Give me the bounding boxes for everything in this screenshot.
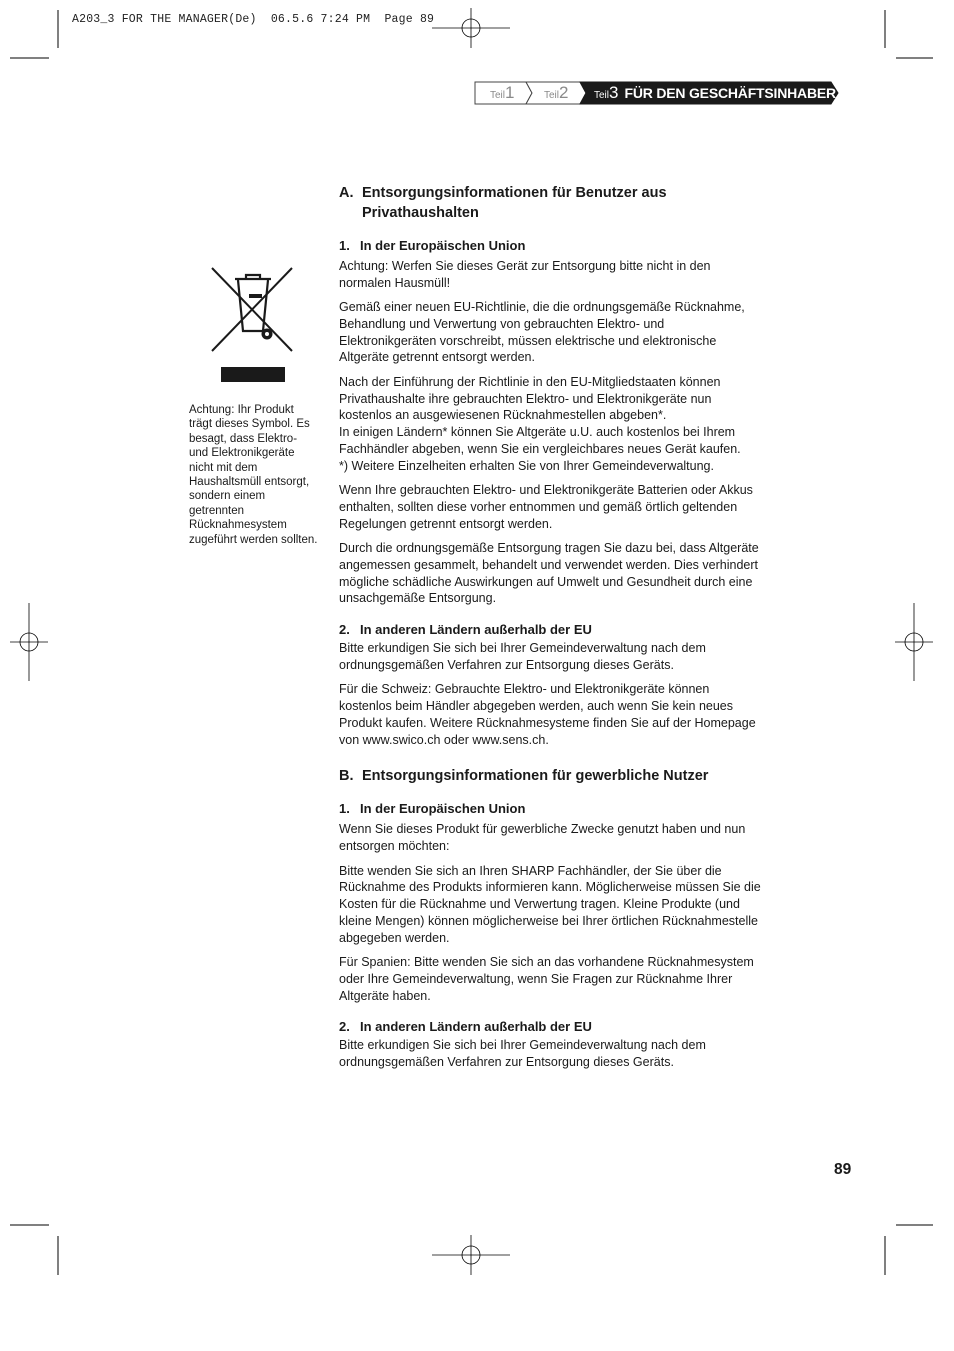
crossed-out-wheelie-bin-icon <box>208 265 298 355</box>
paragraph: Bitte erkundigen Sie sich bei Ihrer Gemeindeverwaltung nach dem ordnungsgemäßen Verfahren zur Entsorgung dieses Geräts. <box>339 1038 706 1070</box>
paragraph: Für die Schweiz: Gebrauchte Elektro- und Elektronikgeräte können kostenlos beim Händler abgegeben werden, auch wenn Sie kein neues Produkt kaufen. Weitere Rücknahmesysteme finden Sie auf der Homepage von www.swico.ch oder www.sens.ch. <box>339 682 756 747</box>
registration-mark-right <box>895 603 933 681</box>
tab-teil-1: Teil1 <box>490 83 515 102</box>
tab-teil-2: Teil2 <box>544 83 569 102</box>
paragraph: Wenn Sie dieses Produkt für gewerbliche Zwecke genutzt haben und nun entsorgen möchten: <box>339 822 746 854</box>
registration-mark-bottom <box>432 1235 510 1275</box>
footnote: *) Weitere Einzelheiten erhalten Sie von Ihrer Gemeindeverwaltung. <box>339 458 714 473</box>
registration-mark-top <box>432 8 510 48</box>
main-content <box>339 183 764 1071</box>
registration-mark-left <box>10 603 48 681</box>
section-b-sub1-heading: 1. In der Europäischen Union <box>339 801 526 817</box>
paragraph: Achtung: Werfen Sie dieses Gerät zur Entsorgung bitte nicht in den normalen Hausmüll! <box>339 259 711 290</box>
weee-black-bar <box>221 367 285 382</box>
paragraph: Durch die ordnungsgemäße Entsorgung tragen Sie dazu bei, dass Altgeräte angemessen gesammelt, behandelt und verwendet werden. Dies verhindert mögliche schädliche Auswirkungen auf Umwelt und Gesundheit durch eine unsachgemäße Entsorgung. <box>339 540 759 606</box>
section-a-sub1-heading: 1. In der Europäischen Union <box>339 238 526 253</box>
section-b-heading: B. Entsorgungsinformationen für gewerbliche Nutzer <box>339 768 709 785</box>
tab-teil-3: Teil3 FÜR DEN GESCHÄFTSINHABER <box>594 83 836 102</box>
section-b-sub2-heading: 2. In anderen Ländern außerhalb der EU <box>339 1019 592 1035</box>
paragraph: Bitte erkundigen Sie sich bei Ihrer Gemeindeverwaltung nach dem ordnungsgemäßen Verfahren zur Entsorgung dieses Geräts. <box>339 641 706 672</box>
paragraph: Für Spanien: Bitte wenden Sie sich an das vorhandene Rücknahmesystem oder Ihre Gemeindeverwaltung, wenn Sie Fragen zur Rücknahme Ihrer Altgeräte haben. <box>339 955 754 1003</box>
paragraph: Wenn Ihre gebrauchten Elektro- und Elektronikgeräte Batterien oder Akkus enthalten, sollten diese vorher entnommen und gemäß örtlich geltenden Regelungen getrennt entsorgt werden. <box>339 483 753 531</box>
paragraph: Nach der Einführung der Richtlinie in den EU-Mitgliedstaaten können Privathaushalte ihre gebrauchten Elektro- und Elektronikgeräte nun kostenlos an ausgewiesenen Rücknahmestellen abgeben*. <box>339 374 721 423</box>
section-a-sub2-heading: 2. In anderen Ländern außerhalb der EU <box>339 622 592 638</box>
weee-caution-note: Achtung: Ihr Produkt trägt dieses Symbol. Es besagt, dass Elektro- und Elektronikgeräte nicht mit dem Haushaltsmüll entsorgt, sondern einem getrennten Rücknahmesystem zugeführt werden sollten. <box>189 404 318 546</box>
printer-slug: A203_3 FOR THE MANAGER(De) 06.5.6 7:24 PM Page 89 <box>72 13 435 26</box>
tab-title: FÜR DEN GESCHÄFTSINHABER <box>624 85 836 101</box>
page-number: 89 <box>834 1161 852 1178</box>
paragraph: In einigen Ländern* können Sie Altgeräte u.U. auch kostenlos bei Ihrem Fachhändler abgeben, wenn Sie ein vergleichbares neues Gerät kaufen. <box>339 425 741 456</box>
section-tabs <box>474 81 840 105</box>
section-a-heading: A. Entsorgungsinformationen für Benutzer aus Privathaushalten <box>339 185 667 221</box>
paragraph: Bitte wenden Sie sich an Ihren SHARP Fachhändler, der Sie über die Rücknahme des Produkts informieren kann. Möglicherweise müssen Sie die Kosten für die Rücknahme und Verwertung tragen. Kleine Produkte (und kleine Mengen) können möglicherweise bei Ihrer örtlichen Rücknahmestelle abgegeben werden. <box>339 863 761 945</box>
paragraph: Gemäß einer neuen EU-Richtlinie, die die ordnungsgemäße Rücknahme, Behandlung und Verwertung von gebrauchten Elektro- und Elektronikgeräten vorschreibt, müssen elektrische und elektronische Altgeräte getrennt entsorgt werden. <box>339 300 745 365</box>
